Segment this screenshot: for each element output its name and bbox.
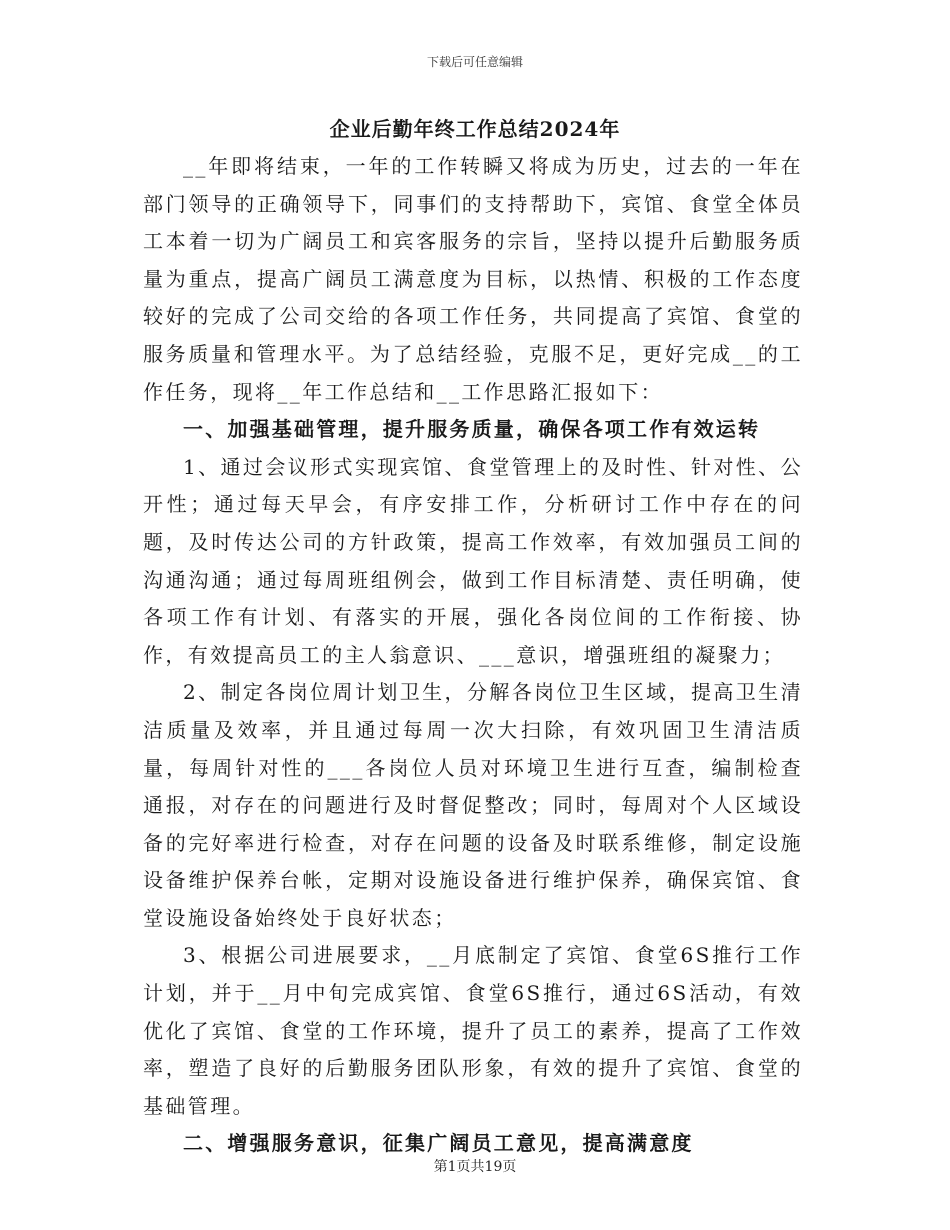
page-number: 第1页共19页 bbox=[433, 1159, 517, 1175]
body-paragraph-2: 2、制定各岗位周计划卫生，分解各岗位卫生区域，提高卫生清洁质量及效率，并且通过每周一次大扫除，有效巩固卫生清洁质量，每周针对性的___各岗位人员对环境卫生进行互查，编制检查通报，对存在的问题进行及时督促整改；同时，每周对个人区域设备的完好率进行检查，对存在问题的设备及时联系维修，制定设施设备维护保养台帐，定期对设施设备进行维护保养，确保宾馆、食堂设施设备始终处于良好状态； bbox=[143, 680, 803, 930]
body-paragraph-3: 3、根据公司进展要求，__月底制定了宾馆、食堂6S推行工作计划，并于__月中旬完成宾馆、食堂6S推行，通过6S活动，有效优化了宾馆、食堂的工作环境，提升了员工的素养，提高了工作效率，塑造了良好的后勤服务团队形象，有效的提升了宾馆、食堂的基础管理。 bbox=[143, 943, 803, 1118]
document-body bbox=[143, 148, 803, 1163]
body-paragraph-1: 1、通过会议形式实现宾馆、食堂管理上的及时性、针对性、公开性；通过每天早会，有序安排工作，分析研讨工作中存在的问题，及时传达公司的方针政策，提高工作效率，有效加强员工间的沟通沟通；通过每周班组例会，做到工作目标清楚、责任明确，使各项工作有计划、有落实的开展，强化各岗位间的工作衔接、协作，有效提高员工的主人翁意识、___意识，增强班组的凝聚力； bbox=[143, 454, 803, 667]
section-heading-1: 一、加强基础管理，提升服务质量，确保各项工作有效运转 bbox=[183, 417, 761, 442]
document-title: 企业后勤年终工作总结2024年 bbox=[329, 117, 621, 141]
section-heading-2: 二、增强服务意识，征集广阔员工意见，提高满意度 bbox=[183, 1131, 694, 1156]
intro-paragraph: __年即将结束，一年的工作转瞬又将成为历史，过去的一年在部门领导的正确领导下，同事们的支持帮助下，宾馆、食堂全体员工本着一切为广阔员工和宾客服务的宗旨，坚持以提升后勤服务质量为重点，提高广阔员工满意度为目标，以热情、积极的工作态度较好的完成了公司交给的各项工作任务，共同提高了宾馆、食堂的服务质量和管理水平。为了总结经验，克服不足，更好完成__的工作任务，现将__年工作总结和__工作思路汇报如下： bbox=[143, 154, 803, 404]
header-note: 下载后可任意编辑 bbox=[426, 55, 523, 69]
